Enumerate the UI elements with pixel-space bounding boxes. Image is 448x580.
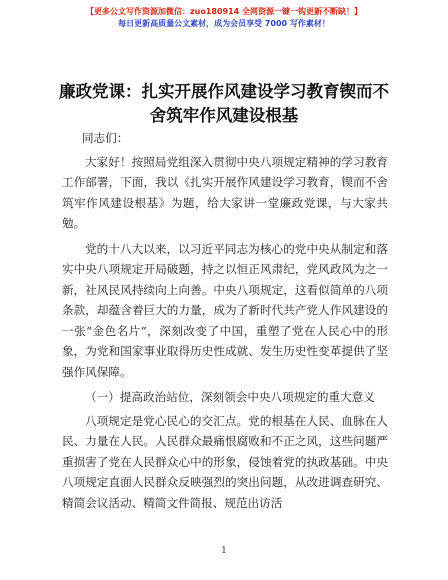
section-heading: （一）提高政治站位，深刻领会中央八项规定的重大意义 <box>85 390 375 404</box>
page-number: 1 <box>221 546 227 556</box>
paragraph-intro: 大家好！按照局党组深入贯彻中央八项规定精神的学习教育工作部署，下面，我以《扎实开展作风建设学习教育，锲而不舍筑牢作风建设根基》为题，给大家讲一堂廉政党课，与大家共勉。 <box>62 154 388 230</box>
document-title: 廉政党课：扎实开展作风建设学习教育锲而不舍筑牢作风建设根基 <box>59 82 389 125</box>
promo-line-1: 【更多公文写作资源加微信：zuo180914 全网资源一键一钩更新不断缺！】 <box>85 7 363 16</box>
paragraph-background: 党的十八大以来，以习近平同志为核心的党中央从制定和落实中央八项规定开局破题，持之以恒正风肃纪，党风政风为之一新，社风民风持续向上向善。中央八项规定，这看似简单的八项条款，却蕴含着巨大的力量，成为了新时代共产党人作风建设的一张“金色名片”，深刻改变了中国，重塑了党在人民心中的形象，为党和国家事业取得历史性成就、发生历史性变革提供了坚强作风保障。 <box>62 241 388 379</box>
document-body <box>62 128 388 518</box>
salutation: 同志们： <box>82 131 129 145</box>
section-paragraph: 八项规定是党心民心的交汇点。党的根基在人民、血脉在人民、力量在人民。人民群众最痛恨腐败和不正之风，这些问题严重损害了党在人民群众心中的形象，侵蚀着党的执政基础。中央八项规定直面人民群众反映强烈的突出问题，从改进调查研究、精简会议活动、精简文件简报、规范出访活 <box>62 413 388 510</box>
promo-banner <box>0 6 448 30</box>
promo-line-2: 每日更新高质量公文素材，成为会员享受 7000 写作素材！ <box>118 19 330 28</box>
